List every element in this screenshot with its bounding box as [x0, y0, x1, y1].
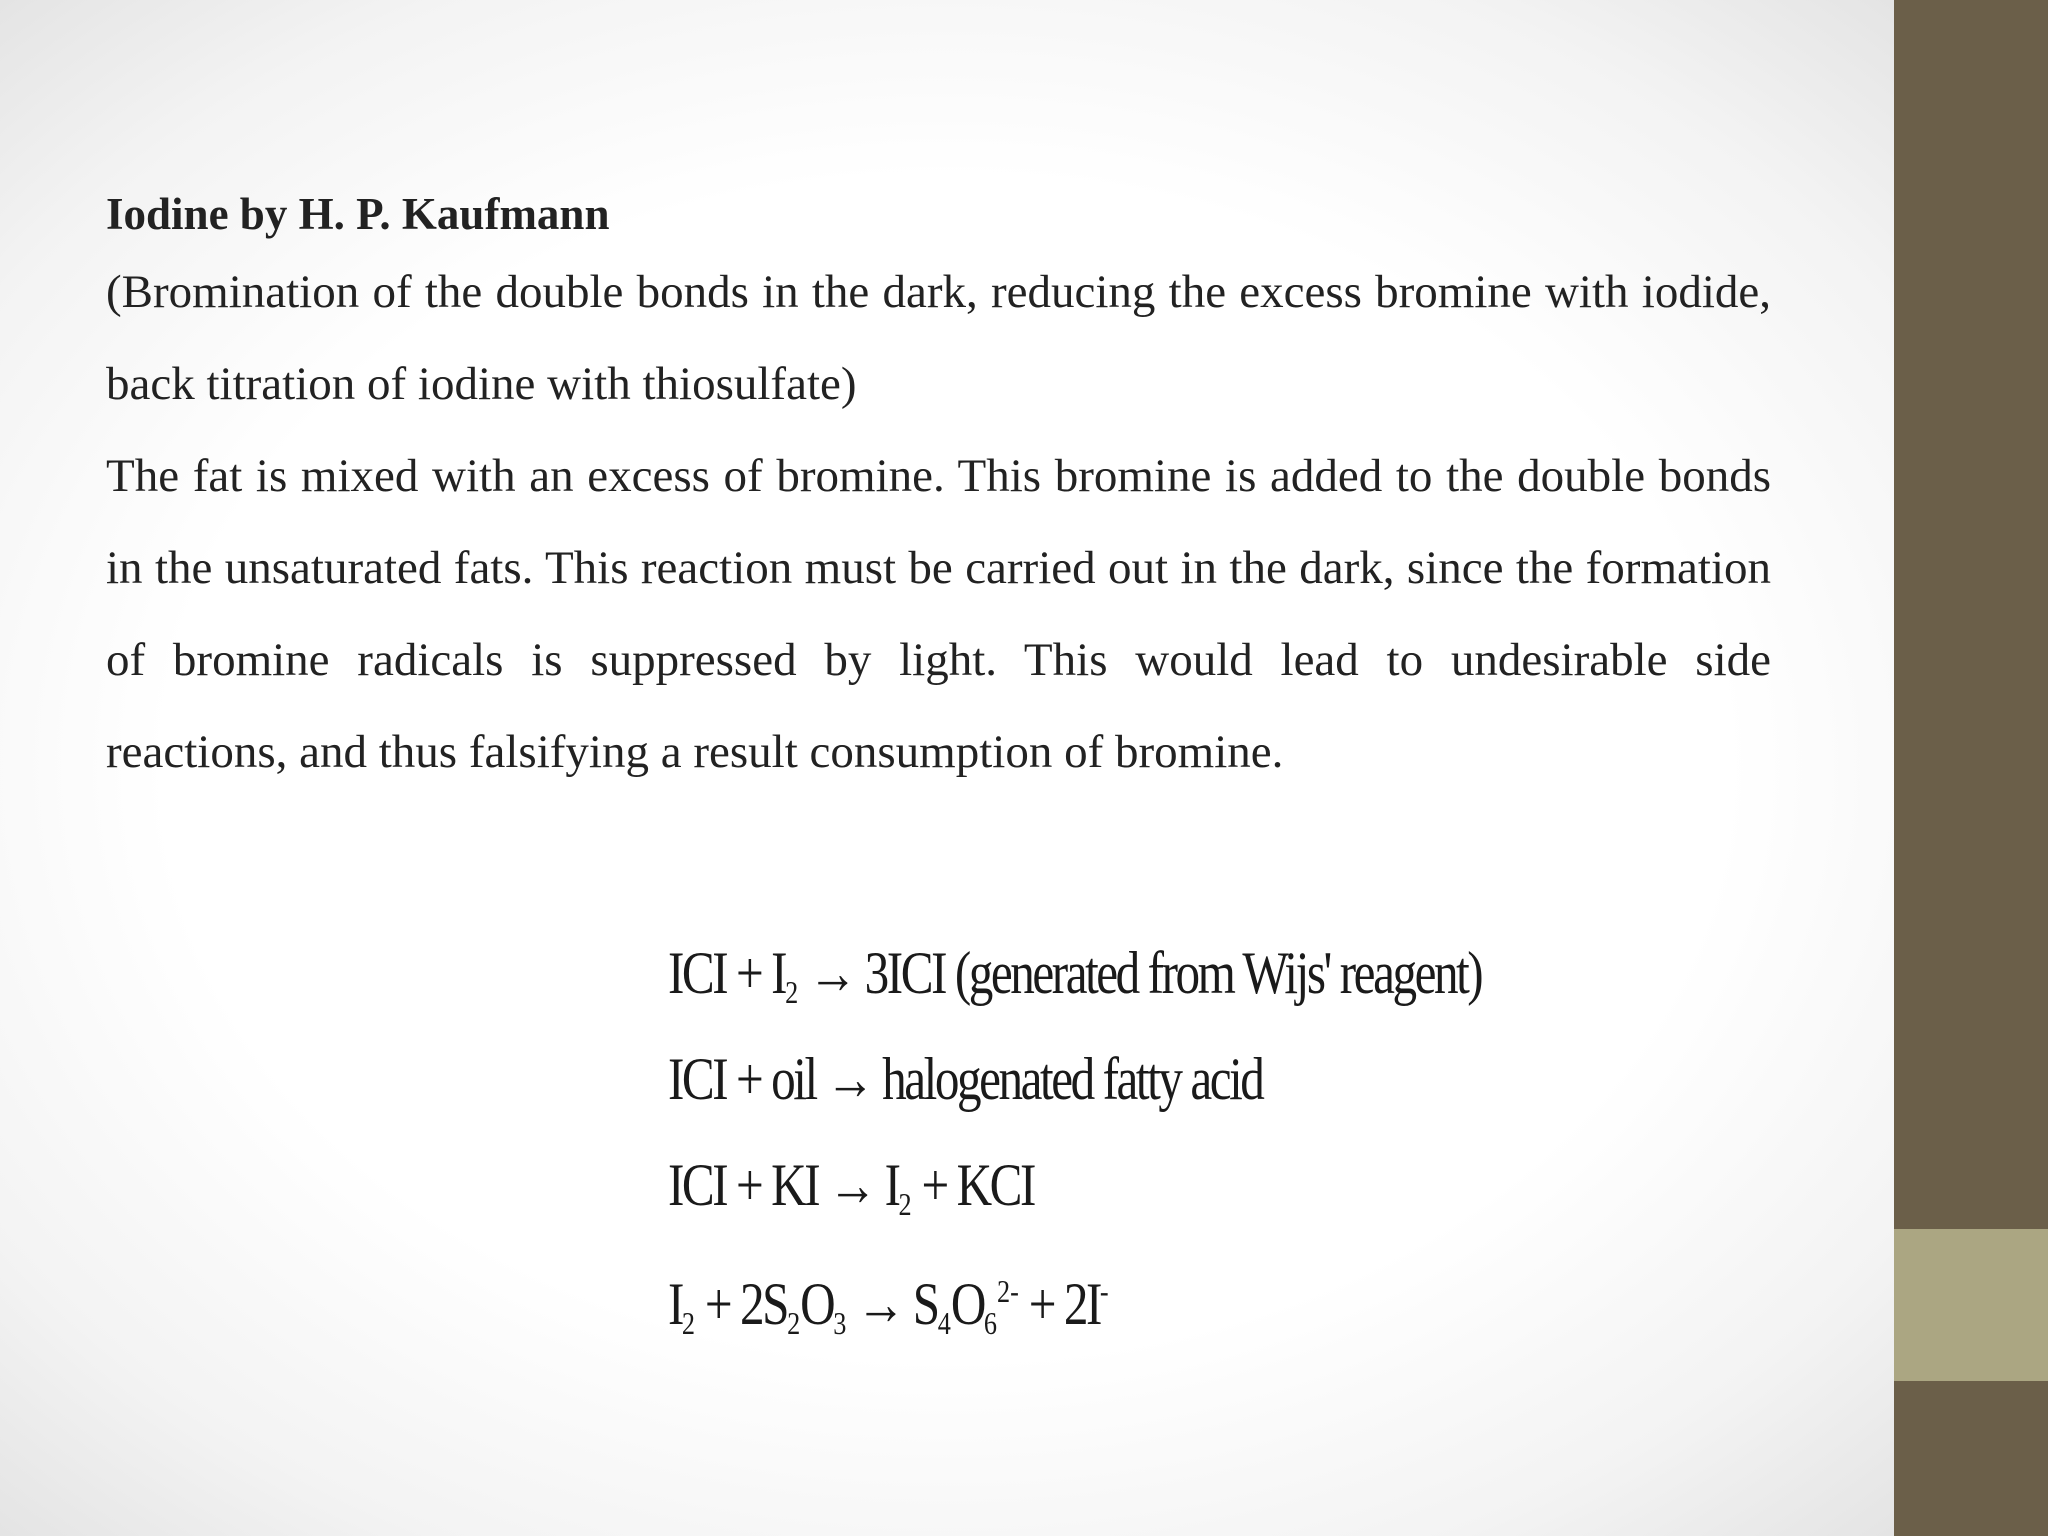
- equation-1-part: ICI + I: [668, 940, 786, 1006]
- equation-4-part: + 2S: [695, 1271, 788, 1337]
- equation-2-part: ICI + oil → halogenated fatty acid: [668, 1046, 1263, 1112]
- equation-4-part: I: [668, 1271, 682, 1337]
- equation-3-subscript: 2: [898, 1186, 912, 1222]
- equation-4-subscript: 6: [983, 1305, 998, 1341]
- equation-4-subscript: 2: [681, 1305, 696, 1341]
- equation-4-subscript: 3: [833, 1305, 847, 1341]
- equation-3-part: ICI + KI → I: [668, 1152, 899, 1218]
- reaction-equations: [668, 920, 1482, 1344]
- slide-subtitle: (Bromination of the double bonds in the dark, reducing the excess bromine with iodide, back titration of iodine with thiosulfate): [106, 266, 1771, 410]
- slide-title: Iodine by H. P. Kaufmann: [106, 189, 610, 239]
- equation-4-subscript: 4: [937, 1305, 951, 1341]
- equation-4-subscript: 2: [787, 1305, 801, 1341]
- equation-2: [668, 1026, 1324, 1132]
- equation-4-superscript: -: [1099, 1273, 1109, 1309]
- equation-1: [668, 920, 1482, 1026]
- equation-1-subscript: 2: [785, 974, 799, 1010]
- equation-3: [668, 1132, 1324, 1238]
- equation-4-part: + 2I: [1018, 1271, 1100, 1337]
- equation-4: [668, 1238, 1324, 1344]
- equation-3-part: + KCI: [911, 1152, 1034, 1218]
- equation-1-part: → 3ICI (generated from Wijs' reagent): [798, 940, 1482, 1006]
- equation-4-part: O: [950, 1271, 984, 1337]
- slide-body-text: The fat is mixed with an excess of bromine. This bromine is added to the double bonds in the unsaturated fats. This reaction must be carried out in the dark, since the formation of bromine radicals is suppressed by light. This would lead to undesirable side reactions, and thus falsifying a result consumption of bromine.: [106, 450, 1771, 778]
- equation-4-part: → S: [846, 1271, 938, 1337]
- equation-4-part: O: [800, 1271, 834, 1337]
- equation-4-superscript: 2-: [997, 1273, 1019, 1309]
- slide-content: [106, 182, 1771, 798]
- decorative-sidebar-band: [1894, 1229, 2048, 1381]
